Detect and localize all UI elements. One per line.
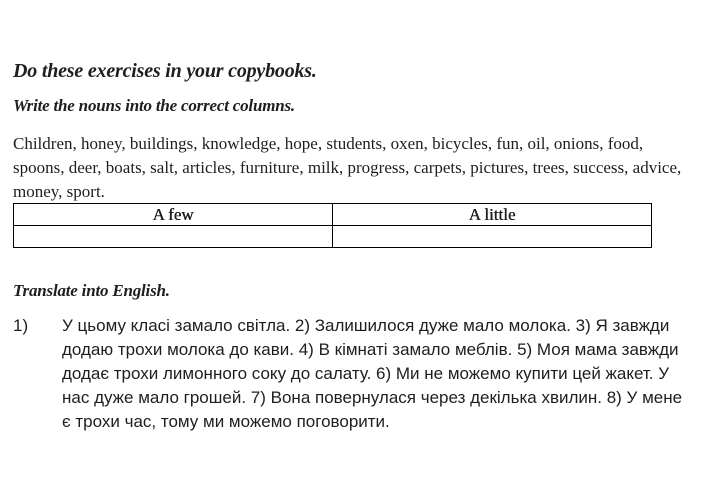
list-item — [13, 314, 693, 434]
table-cell-a-few — [14, 226, 333, 248]
list-item-number: 1) — [13, 316, 29, 335]
title: Do these exercises in your copybooks. — [13, 60, 317, 82]
table-row — [14, 226, 652, 248]
translation-list — [13, 314, 693, 434]
columns-table — [13, 203, 652, 248]
column-header-a-little: A little — [333, 204, 652, 226]
task1-instruction: Write the nouns into the correct columns. — [13, 96, 295, 115]
word-list: Children, honey, buildings, knowledge, hope, students, oxen, bicycles, fun, oil, onions, food, spoons, deer, boats, salt, articles, furniture, milk, progress, carpets, pictures, trees, success, advice, money, sport. — [13, 134, 682, 201]
task2-instruction: Translate into English. — [13, 281, 170, 300]
list-item-text: У цьому класі замало світла. 2) Залишилося дуже мало молока. 3) Я завжди додаю трохи молока до кави. 4) В кімнаті замало меблів. 5) Моя мама завжди додає трохи лимонного соку до салату. 6) Ми не можемо купити цей жакет. У нас дуже мало грошей. 7) Вона повернулася через декілька хвилин. 8) У мене є трохи час, тому ми можемо поговорити. — [62, 316, 683, 431]
table-header-row — [14, 204, 652, 226]
table-cell-a-little — [333, 226, 652, 248]
column-header-a-few: A few — [14, 204, 333, 226]
